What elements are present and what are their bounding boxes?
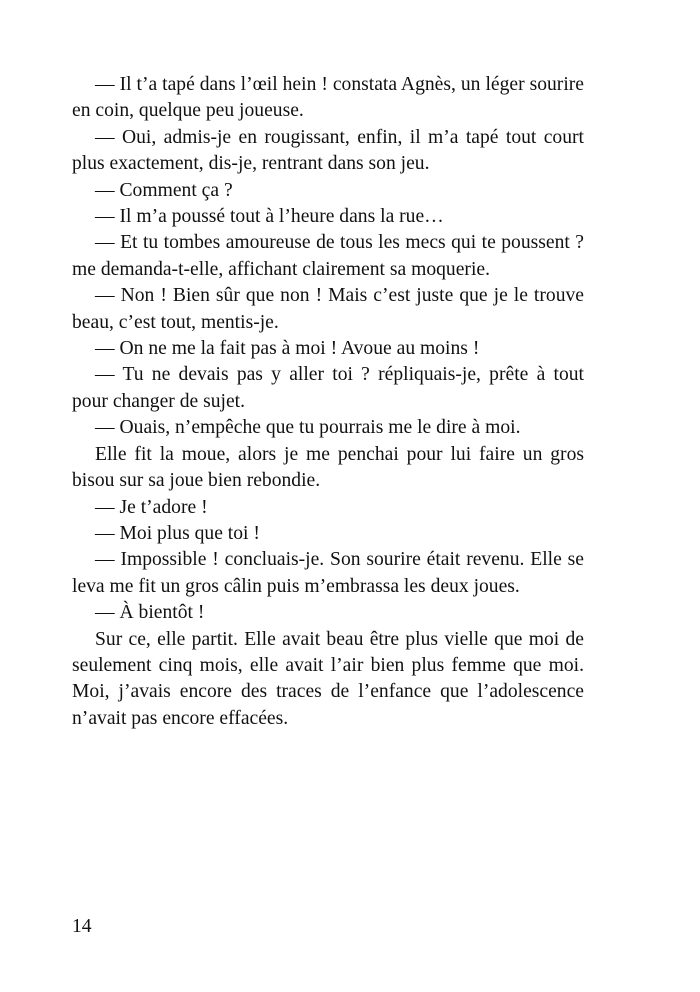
paragraph-13: — Impossible ! concluais-je. Son sourire était revenu. Elle se leva me fit un gros câlin puis m’embrassa les deux joues. (72, 549, 584, 597)
paragraph-7: — On ne me la fait pas à moi ! Avoue au moins ! (95, 338, 480, 360)
paragraph-3: — Comment ça ? (95, 179, 233, 201)
body-text (72, 72, 584, 732)
paragraph-8: — Tu ne devais pas y aller toi ? répliquais-je, prête à tout pour changer de sujet. (72, 364, 584, 412)
paragraph-14: — À bientôt ! (95, 602, 205, 624)
paragraph-2: — Oui, admis-je en rougissant, enfin, il m’a tapé tout court plus exactement, dis-je, rentrant dans son jeu. (72, 126, 584, 175)
page-number: 14 (72, 916, 92, 937)
paragraph-4: — Il m’a poussé tout à l’heure dans la rue… (95, 206, 444, 228)
paragraph-5: — Et tu tombes amoureuse de tous les mecs qui te poussent ? me demanda-t-elle, affichant clairement sa moquerie. (72, 232, 584, 280)
paragraph-1: — Il t’a tapé dans l’œil hein ! constata Agnès, un léger sourire en coin, quelque peu joueuse. (72, 74, 584, 122)
paragraph-15: Sur ce, elle partit. Elle avait beau être plus vielle que moi de seulement cinq mois, elle avait l’air bien plus femme que moi. Moi, j’avais encore des traces de l’enfance que l’adolescence n’avait pas encore effacées. (72, 628, 584, 729)
paragraph-9: — Ouais, n’empêche que tu pourrais me le dire à moi. (95, 417, 521, 439)
paragraph-6: — Non ! Bien sûr que non ! Mais c’est juste que je le trouve beau, c’est tout, mentis-je. (72, 285, 584, 333)
paragraph-10: Elle fit la moue, alors je me penchai pour lui faire un gros bisou sur sa joue bien rebondie. (72, 443, 584, 492)
paragraph-11: — Je t’adore ! (95, 496, 208, 518)
paragraph-12: — Moi plus que toi ! (95, 522, 260, 544)
